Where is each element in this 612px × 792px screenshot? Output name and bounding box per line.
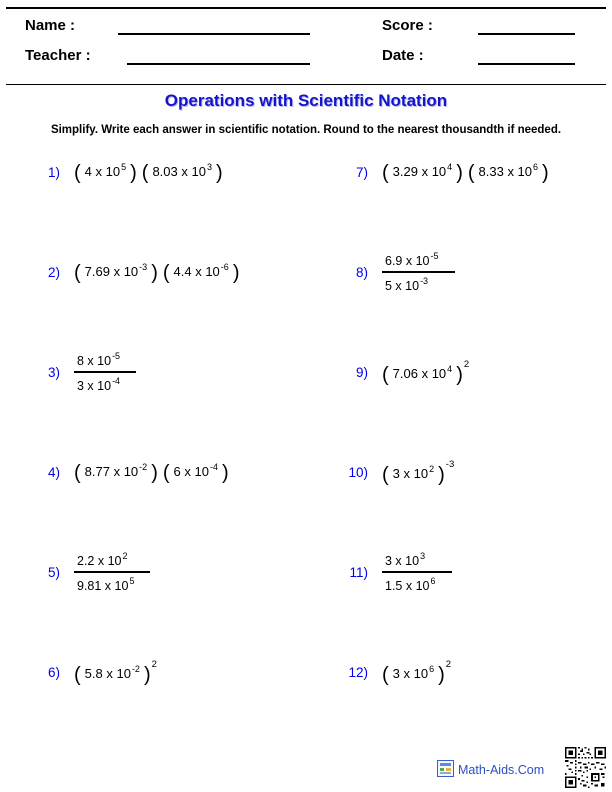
exponent: 3 <box>420 551 426 561</box>
exponent: 5 <box>121 161 127 172</box>
coefficient: 3.29 x 10 <box>392 163 447 179</box>
coefficient: 4.4 x 10 <box>173 263 220 279</box>
coefficient: 8.77 x 10 <box>84 463 139 479</box>
problem-expression <box>74 462 229 483</box>
exponent: -2 <box>131 664 140 674</box>
problem-row <box>34 122 324 222</box>
close-paren: ) <box>232 261 240 284</box>
exponent: -5 <box>430 251 439 261</box>
parenthesized-term <box>74 161 137 184</box>
coefficient: 8 x 10 <box>77 354 112 368</box>
problem-expression <box>74 162 223 183</box>
problems-column-left <box>34 122 324 722</box>
parenthesized-term <box>382 161 463 184</box>
problem-expression <box>74 659 157 685</box>
fraction <box>382 551 452 593</box>
problem-number: 1) <box>47 164 60 180</box>
problem-number: 12) <box>348 664 368 680</box>
exponent: 2 <box>429 464 435 474</box>
fraction-numerator <box>74 351 136 371</box>
fraction-denominator <box>382 273 455 293</box>
open-paren: ( <box>141 161 149 184</box>
exponent: 3 <box>206 161 212 172</box>
close-paren: ) <box>438 464 445 486</box>
parenthesized-term <box>382 464 445 486</box>
coefficient: 7.06 x 10 <box>392 366 447 381</box>
coefficient: 8.33 x 10 <box>478 163 533 179</box>
problem-row <box>342 422 608 522</box>
coefficient: 3 x 10 <box>77 379 112 393</box>
parenthesized-term <box>382 664 445 686</box>
problem-expression <box>382 659 451 685</box>
open-paren: ( <box>74 664 81 686</box>
score-label: Score : <box>382 17 433 34</box>
open-paren: ( <box>467 161 475 184</box>
exponent: -5 <box>112 351 121 361</box>
exponent: -3 <box>420 276 429 286</box>
problem-expression <box>382 359 469 385</box>
fraction-denominator <box>74 373 136 393</box>
parenthesized-term <box>162 461 229 484</box>
parenthesized-term <box>162 261 240 284</box>
problem-expression <box>382 251 455 293</box>
close-paren: ) <box>143 664 151 686</box>
exponent: 6 <box>429 664 435 674</box>
exponent: 4 <box>447 364 453 374</box>
instructions-text: Simplify. Write each answer in scientific notation. Round to the nearest thousandth if needed. <box>50 124 562 136</box>
problem-number: 9) <box>355 364 368 380</box>
exponent: 5 <box>129 576 135 586</box>
close-paren: ) <box>456 364 463 386</box>
problem-row <box>34 422 324 522</box>
exponent: -4 <box>112 376 121 386</box>
parenthesized-term <box>382 364 463 386</box>
close-paren: ) <box>151 261 158 284</box>
fraction <box>74 551 150 593</box>
outer-exponent: 2 <box>463 359 470 370</box>
problems-column-right <box>342 122 608 722</box>
math-aids-logo-icon <box>437 760 454 777</box>
problem-expression <box>382 459 454 485</box>
problem-row <box>342 122 608 222</box>
fraction-numerator <box>382 551 452 571</box>
coefficient: 3 x 10 <box>392 666 429 681</box>
coefficient: 6 x 10 <box>173 463 209 479</box>
problem-number: 2) <box>47 264 60 280</box>
fraction-denominator <box>74 573 150 593</box>
close-paren: ) <box>542 161 549 184</box>
coefficient: 3 x 10 <box>385 554 420 568</box>
coefficient: 6.9 x 10 <box>385 254 430 268</box>
parenthesized-term <box>141 161 223 184</box>
problem-expression <box>74 262 239 283</box>
problem-number: 10) <box>348 464 368 480</box>
problem-row <box>34 622 324 722</box>
coefficient: 7.69 x 10 <box>84 263 139 279</box>
problem-row <box>342 522 608 622</box>
problem-expression <box>382 162 549 183</box>
coefficient: 9.81 x 10 <box>77 579 129 593</box>
qr-code <box>565 747 606 788</box>
open-paren: ( <box>382 161 389 184</box>
exponent: 2 <box>122 551 128 561</box>
date-blank-line[interactable] <box>478 63 575 65</box>
name-blank-line[interactable] <box>118 33 310 35</box>
problem-row <box>34 322 324 422</box>
problem-row <box>34 222 324 322</box>
problem-row <box>34 522 324 622</box>
problem-number: 5) <box>47 564 60 580</box>
exponent: -4 <box>209 461 218 472</box>
name-label: Name : <box>25 17 76 34</box>
open-paren: ( <box>74 161 81 184</box>
outer-exponent: -3 <box>445 459 455 470</box>
exponent: -3 <box>139 261 148 272</box>
parenthesized-term <box>74 664 151 686</box>
outer-exponent: 2 <box>445 659 452 670</box>
problem-row <box>342 622 608 722</box>
open-paren: ( <box>382 664 389 686</box>
exponent: -6 <box>220 261 229 272</box>
fraction-numerator <box>382 251 455 271</box>
fraction <box>74 351 136 393</box>
coefficient: 4 x 10 <box>84 163 121 179</box>
teacher-blank-line[interactable] <box>127 63 310 65</box>
date-label: Date : <box>382 47 424 64</box>
parenthesized-term <box>467 161 549 184</box>
open-paren: ( <box>162 461 170 484</box>
parenthesized-term <box>74 461 158 484</box>
outer-exponent: 2 <box>151 659 157 670</box>
coefficient: 3 x 10 <box>392 466 429 481</box>
problem-number: 6) <box>47 664 60 680</box>
fraction-numerator <box>74 551 150 571</box>
close-paren: ) <box>438 664 445 686</box>
close-paren: ) <box>130 161 137 184</box>
problem-number: 8) <box>355 264 368 280</box>
open-paren: ( <box>162 261 170 284</box>
fraction <box>382 251 455 293</box>
score-blank-line[interactable] <box>478 33 575 35</box>
problem-number: 7) <box>355 164 368 180</box>
open-paren: ( <box>382 464 389 486</box>
fraction-denominator <box>382 573 452 593</box>
coefficient: 5 x 10 <box>385 279 420 293</box>
exponent: 6 <box>533 161 539 172</box>
top-rule <box>6 7 606 9</box>
coefficient: 1.5 x 10 <box>385 579 430 593</box>
close-paren: ) <box>456 161 463 184</box>
close-paren: ) <box>215 161 223 184</box>
exponent: -2 <box>139 461 148 472</box>
problem-expression <box>382 551 452 593</box>
close-paren: ) <box>221 461 229 484</box>
parenthesized-term <box>74 261 158 284</box>
coefficient: 5.8 x 10 <box>84 666 131 681</box>
problem-expression <box>74 351 136 393</box>
problem-expression <box>74 551 150 593</box>
open-paren: ( <box>74 261 81 284</box>
worksheet-title: Operations with Scientific Notation <box>164 91 448 110</box>
teacher-label: Teacher : <box>25 47 91 64</box>
exponent: 6 <box>430 576 436 586</box>
problem-row <box>342 222 608 322</box>
header-separator-rule <box>6 84 606 85</box>
problem-number: 4) <box>47 464 60 480</box>
math-aids-link[interactable]: Math-Aids.Com <box>458 763 545 777</box>
coefficient: 8.03 x 10 <box>152 163 206 179</box>
problem-row <box>342 322 608 422</box>
problem-number: 11) <box>349 564 368 580</box>
open-paren: ( <box>74 461 81 484</box>
problem-number: 3) <box>47 364 60 380</box>
exponent: 4 <box>447 161 453 172</box>
coefficient: 2.2 x 10 <box>77 554 122 568</box>
open-paren: ( <box>382 364 389 386</box>
close-paren: ) <box>151 461 158 484</box>
